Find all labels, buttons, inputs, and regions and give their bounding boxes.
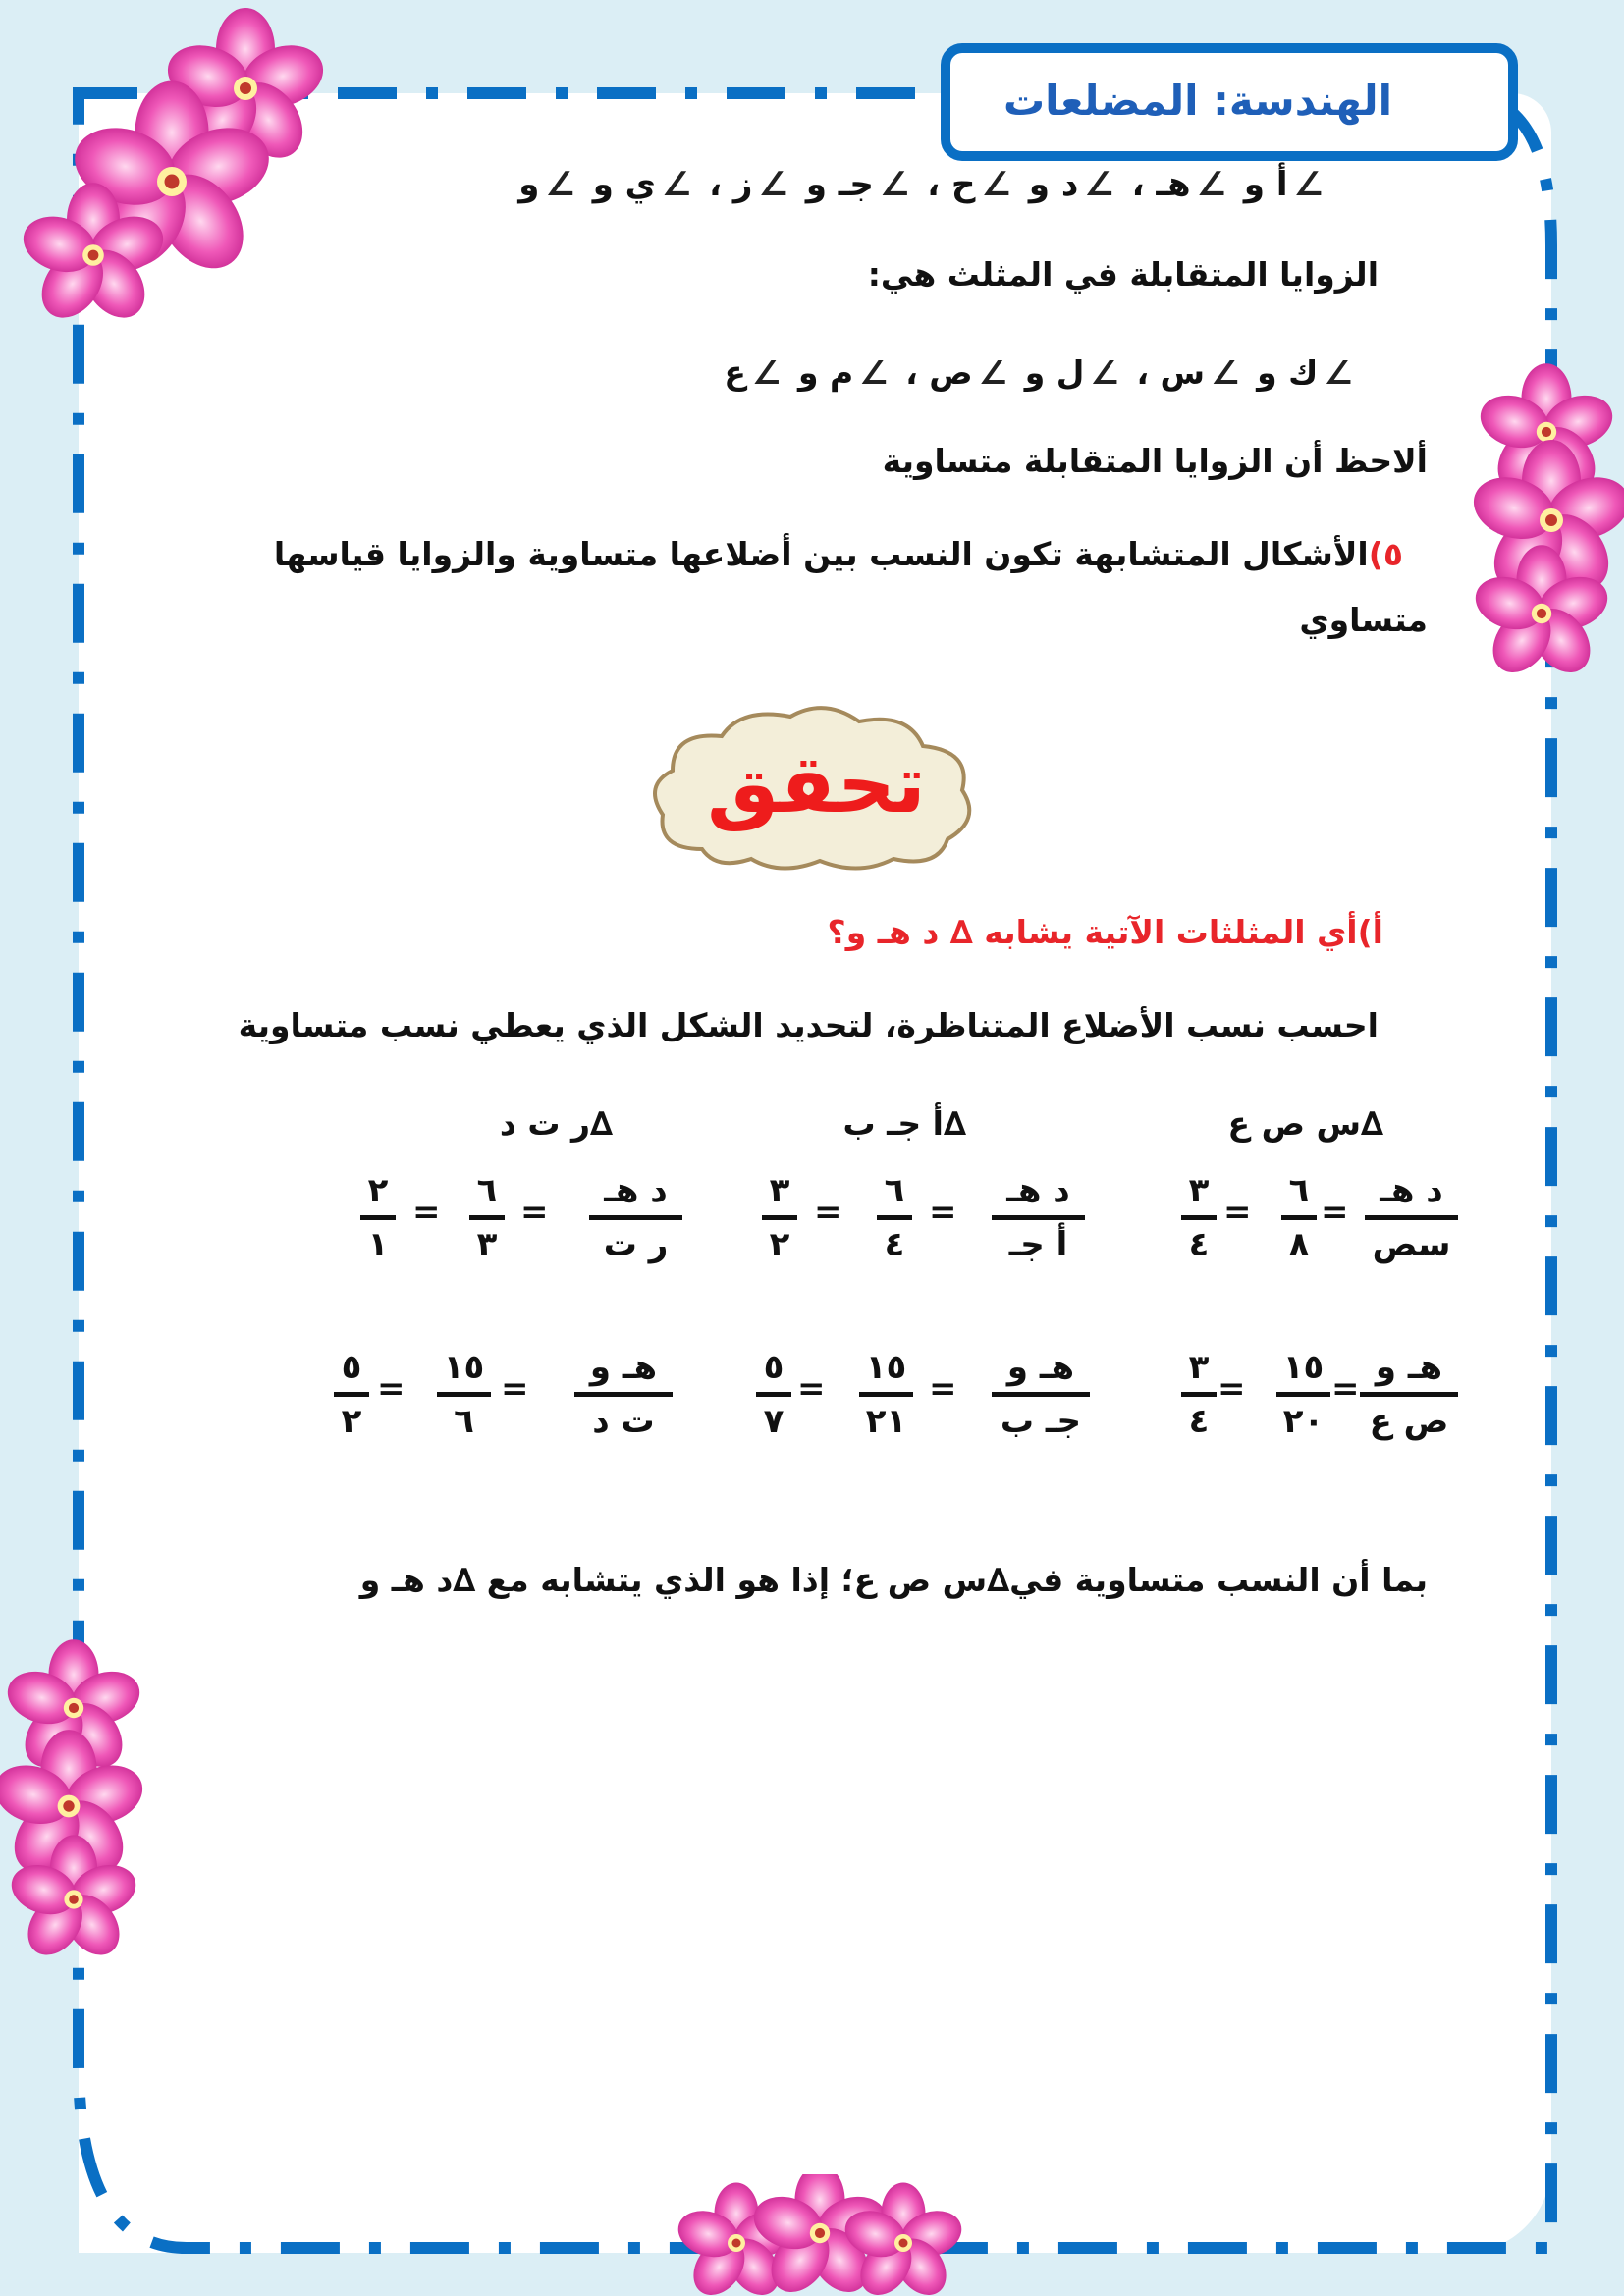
equals-sign: = [1331,1369,1360,1409]
fraction-bar [334,1392,369,1397]
angle-icon: ∠ [1324,353,1353,392]
denominator: جـ ب [1000,1402,1082,1441]
fraction [992,1168,1085,1267]
angle-text: ي و [592,165,656,204]
angle-text: ل و [1024,353,1085,392]
numerator: ١٥ [865,1348,907,1387]
question-label: أ) [1357,913,1383,951]
angle-text: م و [797,353,854,392]
equals-sign: = [520,1193,549,1232]
numerator: د هـ [1006,1171,1070,1210]
denominator: ٨ [1288,1225,1310,1264]
fraction [469,1168,505,1267]
numerator: د هـ [604,1171,668,1210]
fraction [1181,1345,1217,1444]
denominator: ٣ [476,1225,498,1264]
conclusion-text: بما أن النسب متساوية في∆س ص ع؛ إذا هو الذي يتشابه مع ∆د هـ و [359,1561,1428,1599]
numerator: ٥ [341,1348,362,1387]
angle-text: س ، [1136,353,1206,392]
angle-icon: ∠ [981,165,1012,204]
fraction-bar [1181,1392,1217,1397]
instruction-text: احسب نسب الأضلاع المتناظرة، لتحديد الشكل الذي يعطي نسب متساوية [238,1006,1379,1044]
triangle-name-3: ∆ر ت د [499,1104,613,1143]
fraction [1181,1168,1217,1267]
angle-text: ع [724,353,746,392]
denominator: ر ت [603,1225,669,1264]
fraction-bar [1365,1215,1458,1220]
angle-icon: ∠ [545,165,575,204]
page-title: الهندسة: المضلعات [1002,77,1392,125]
angle-icon: ∠ [1196,165,1227,204]
triangle-name-1: ∆س ص ع [1227,1104,1383,1143]
fraction-bar [756,1392,791,1397]
fraction-bar [589,1215,682,1220]
fraction [1365,1168,1458,1267]
fraction-bar [859,1392,913,1397]
fraction [877,1168,912,1267]
opposite-angles-heading: الزوايا المتقابلة في المثلث هي: [867,255,1379,294]
fraction-bar [1276,1392,1330,1397]
flower-icon [668,2174,972,2296]
denominator: ٢ [769,1225,790,1264]
fraction [360,1168,396,1267]
fraction [762,1168,797,1267]
denominator: ٢٠ [1282,1402,1325,1441]
equals-sign: = [797,1369,826,1409]
fraction-bar [1281,1215,1317,1220]
fraction-bar [992,1392,1090,1397]
angle-icon: ∠ [661,165,692,204]
numerator: هـ و [1006,1348,1075,1387]
numerator: د هـ [1380,1171,1443,1210]
angle-icon: ∠ [1211,353,1240,392]
denominator: ٢١ [865,1402,907,1441]
numerator: ٣ [1188,1348,1210,1387]
denominator: ٦ [454,1402,474,1441]
fraction [574,1345,673,1444]
fraction-bar [360,1215,396,1220]
angle-icon: ∠ [1090,353,1119,392]
denominator: سص [1372,1225,1451,1264]
numerator: ٦ [884,1171,905,1210]
numerator: ٢ [367,1171,389,1210]
numerator: ٣ [769,1171,790,1210]
fraction-bar [1360,1392,1458,1397]
angle-text: و [518,165,540,204]
fraction [1360,1345,1458,1444]
denominator: ٤ [1188,1225,1210,1264]
denominator: ص ع [1369,1402,1449,1441]
numerator: هـ و [589,1348,658,1387]
fraction-bar [574,1392,673,1397]
fraction-bar [1181,1215,1217,1220]
angle-icon: ∠ [859,353,889,392]
angle-text: ز ، [709,165,753,204]
denominator: ١ [367,1225,389,1264]
flower-icon [0,1639,167,1973]
equals-sign: = [929,1369,957,1409]
fraction [756,1345,791,1444]
angle-pairs-line-2 [724,353,1359,392]
fraction [859,1345,913,1444]
angle-text: ص ، [905,353,973,392]
angle-icon: ∠ [879,165,910,204]
note-text: ألاحظ أن الزوايا المتقابلة متساوية [882,442,1428,480]
numerator: ٦ [1288,1171,1310,1210]
equals-sign: = [1321,1193,1349,1232]
angle-text: أ و [1243,165,1288,204]
item-5-text-continued: متساوي [1299,601,1428,639]
fraction [437,1345,491,1444]
equals-sign: = [1218,1369,1246,1409]
fraction [1281,1168,1317,1267]
denominator: ٤ [1188,1402,1210,1441]
fraction-bar [992,1215,1085,1220]
fraction [1276,1345,1330,1444]
fraction [992,1345,1090,1444]
numerator: ١٥ [443,1348,485,1387]
equals-sign: = [377,1369,406,1409]
equals-sign: = [929,1193,957,1232]
angle-text: هـ ، [1131,165,1191,204]
fraction-bar [469,1215,505,1220]
angle-text: ح ، [927,165,976,204]
item-5-text: الأشكال المتشابهة تكون النسب بين أضلاعها متساوية والزوايا قياسها [273,535,1369,573]
angle-text: ك و [1257,353,1319,392]
check-badge-label: تحقق [707,738,926,831]
fraction-bar [437,1392,491,1397]
angle-icon: ∠ [1293,165,1324,204]
equals-sign: = [501,1369,529,1409]
triangle-name-2: ∆أ جـ ب [842,1104,966,1143]
question-text: أي المثلثات الآتية يشابه ∆ د هـ و؟ [827,913,1358,951]
denominator: ت د [592,1402,655,1441]
numerator: ١٥ [1282,1348,1325,1387]
fraction [589,1168,682,1267]
equals-sign: = [1223,1193,1252,1232]
item-5-number: ٥) [1368,535,1403,573]
flower-icon [0,0,324,334]
flower-icon [1453,353,1624,677]
angle-icon: ∠ [758,165,788,204]
item-5 [274,535,1403,573]
denominator: أ جـ [1008,1225,1068,1264]
numerator: هـ و [1375,1348,1443,1387]
angle-icon: ∠ [978,353,1008,392]
fraction-bar [762,1215,797,1220]
angle-icon: ∠ [751,353,782,392]
angle-pairs-line-1 [518,165,1329,204]
fraction-bar [877,1215,912,1220]
angle-text: جـ و [805,165,874,204]
numerator: ٦ [476,1171,498,1210]
equals-sign: = [412,1193,441,1232]
numerator: ٣ [1188,1171,1210,1210]
angle-icon: ∠ [1084,165,1114,204]
denominator: ٧ [763,1402,785,1441]
title-box [941,43,1518,161]
equals-sign: = [814,1193,842,1232]
angle-text: د و [1028,165,1079,204]
denominator: ٢ [341,1402,362,1441]
question-a [828,913,1383,951]
numerator: ٥ [763,1348,785,1387]
fraction [334,1345,369,1444]
denominator: ٤ [884,1225,905,1264]
